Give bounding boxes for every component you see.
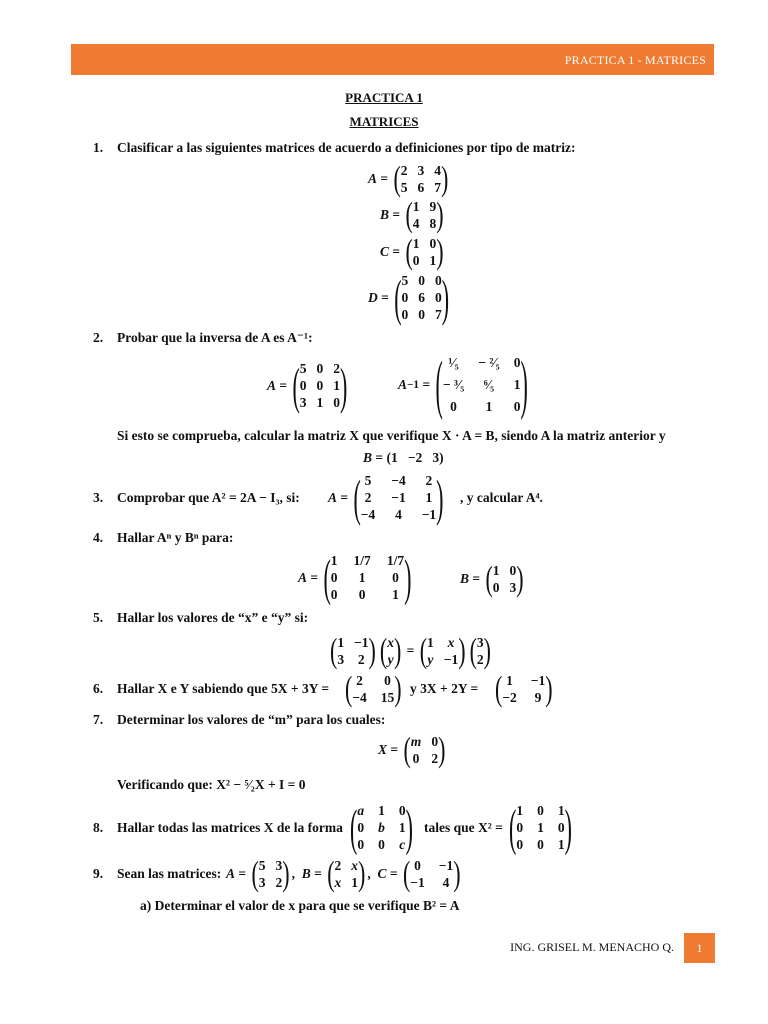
- item-number: 5.: [93, 610, 104, 625]
- matrix-A3-eq: A = ( 5 −4 2 2 −1 1 −4 4 −1 ): [328, 467, 444, 526]
- question-3: Comprobar que A² = 2A − I₃, si:: [117, 490, 300, 505]
- item-number: 9.: [93, 866, 104, 881]
- item-number: 4.: [93, 530, 104, 545]
- question-5: Hallar los valores de “x” e “y” si:: [117, 610, 309, 625]
- matrix-D-eq: D = ( 5 0 0 0 6 0 0 0 7 ): [368, 267, 450, 326]
- matrix-X7-eq: X = ( m 0 0 2 ): [378, 729, 446, 770]
- matrix-B4-eq: B = ( 1 0 0 3 ): [460, 558, 524, 599]
- item-number: 7.: [93, 712, 104, 727]
- header-bar: [71, 44, 714, 75]
- question-4: Hallar Aⁿ y Bⁿ para:: [117, 530, 234, 545]
- question-7: Determinar los valores de “m” para los cuales:: [117, 712, 386, 727]
- matrix-eq-5: ( 1 −1 3 2 ) ( x y ) = ( 1 x y −1 ) ( 3 2 ): [330, 630, 491, 671]
- question-9a: a) Determinar el valor de x para que se verifique B² = A: [140, 898, 460, 913]
- footer-author: ING. GRISEL M. MENACHO Q.: [510, 940, 674, 954]
- matrix-C-eq: C = ( 1 0 0 1 ): [380, 231, 444, 272]
- item-number: 6.: [93, 681, 104, 696]
- item-number: 1.: [93, 140, 104, 155]
- question-6: Hallar X e Y sabiendo que 5X + 3Y =: [117, 681, 330, 696]
- question-9: Sean las matrices:: [117, 866, 222, 881]
- matrix-eq-6a: ( 2 0 −4 15 ): [345, 668, 402, 709]
- item-number: 3.: [93, 490, 104, 505]
- matrix-eq-6b: ( 1 −1 −2 9 ): [495, 668, 553, 709]
- item-number: 2.: [93, 330, 104, 345]
- matrix-X8-square: ( 1 0 1 0 1 0 0 0 1 ): [509, 797, 572, 856]
- header-title: PRACTICA 1 - MATRICES: [564, 53, 706, 67]
- question-1: Clasificar a las siguientes matrices de acuerdo a definiciones por tipo de matriz:: [117, 140, 576, 155]
- matrix-B-eq: B = ( 1 9 4 8 ): [380, 194, 444, 235]
- question-8: Hallar todas las matrices X de la forma: [117, 820, 343, 835]
- matrix-X8-form: ( a 1 0 0 b 1 0 0 c ): [350, 797, 413, 856]
- question-6b: y 3X + 2Y =: [410, 681, 479, 696]
- page-title: PRACTICA 1: [345, 90, 423, 105]
- question-3b: , y calcular A⁴.: [460, 490, 543, 505]
- page-subtitle: MATRICES: [349, 114, 419, 129]
- matrix-Brow-eq: B = (1 −2 3): [363, 450, 444, 465]
- question-2b: Si esto se comprueba, calcular la matriz X que verifique X · A = B, siendo A la matriz anterior y: [117, 428, 666, 443]
- question-8b: tales que X² =: [424, 820, 503, 835]
- item-number: 8.: [93, 820, 104, 835]
- matrix-eq-9: A = ( 5 3 3 2 ) , B = ( 2 x x 1 ) , C = ( 0 −1 −1 4 ): [226, 853, 461, 894]
- matrix-A2-eq: A = ( 5 0 2 0 0 1 3 1 0 ): [267, 355, 348, 414]
- question-7b: Verificando que: X² − ⁵⁄₂X + I = 0: [117, 777, 306, 792]
- matrix-A-eq: A = ( 2 3 4 5 6 7 ): [368, 158, 449, 199]
- matrix-Ainv-eq: A −1 = ( ¹⁄₅ − ²⁄₅ 0 − ³⁄₅ ⁶⁄₅ 1 0 1 0 ): [398, 346, 528, 421]
- question-2: Probar que la inversa de A es A⁻¹:: [117, 330, 313, 345]
- page-number: 1: [684, 933, 715, 963]
- matrix-A4-eq: A = ( 1 1/7 1/7 0 1 0 0 0 1 ): [298, 547, 412, 606]
